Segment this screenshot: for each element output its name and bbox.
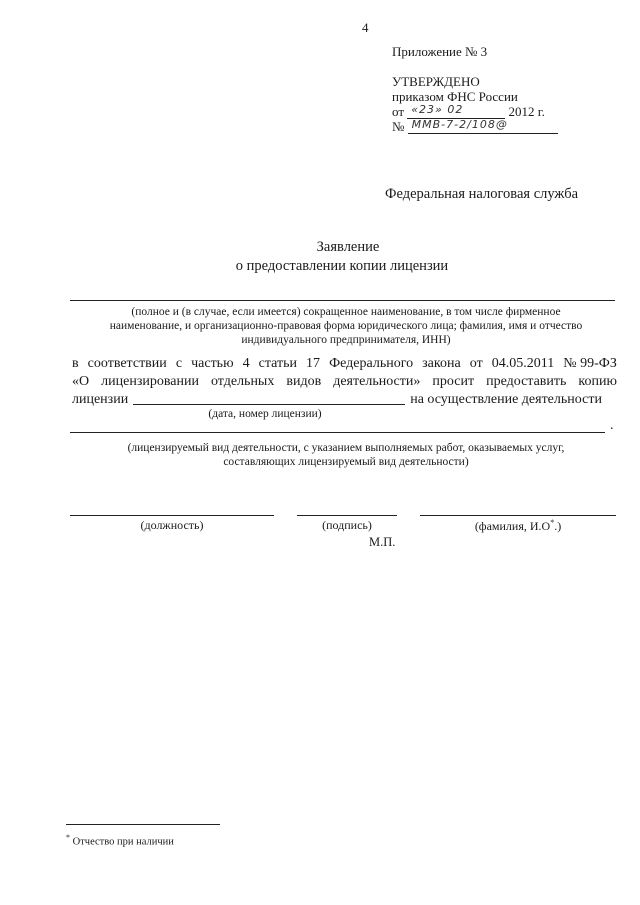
order-number-line xyxy=(392,119,558,134)
footnote-reference: * xyxy=(550,518,555,527)
paragraph-word: лицензировании xyxy=(101,374,199,389)
paragraph-line-2 xyxy=(72,373,617,391)
appendix-label: Приложение № 3 xyxy=(392,44,488,59)
paragraph-word: предоставить xyxy=(486,374,567,389)
signature-caption: (подпись) xyxy=(322,518,372,532)
paragraph-word: 04.05.2011 xyxy=(491,356,555,371)
paragraph-word: 17 xyxy=(306,356,321,371)
paragraph-word: «О xyxy=(72,374,90,389)
approval-block xyxy=(392,44,558,134)
handwritten-date: «23» 02 xyxy=(411,103,464,116)
approved-label: УТВЕРЖДЕНО xyxy=(392,74,480,89)
number-field xyxy=(408,119,558,134)
activity-line-period: . xyxy=(610,418,614,433)
paragraph-word: от xyxy=(469,356,483,371)
license-number-field xyxy=(133,391,405,405)
stamp-place: М.П. xyxy=(369,535,396,549)
footnote-text: Отчество при наличии xyxy=(72,836,174,848)
footnote-separator xyxy=(66,824,220,825)
page-number: 4 xyxy=(362,20,369,35)
paragraph-line-3: лицензии на осуществление деятельности xyxy=(72,392,602,407)
date-prefix: от xyxy=(392,104,405,119)
paragraph-word: закона xyxy=(422,356,461,371)
paragraph-word: статьи xyxy=(258,356,297,371)
order-year: 2012 г. xyxy=(508,104,545,119)
paragraph-word: 4 xyxy=(242,356,250,371)
activity-caption: (лицензируемый вид деятельности, с указанием выполняемых работ, оказываемых услуг, составляющих лицензируемый вид деятельности) xyxy=(127,442,565,468)
paragraph-word: деятельности» xyxy=(333,374,421,389)
paragraph-word: просит xyxy=(432,374,475,389)
applicant-name-line xyxy=(70,300,615,301)
position-caption: (должность) xyxy=(140,518,204,532)
paragraph-word: отдельных xyxy=(210,374,275,389)
paragraph-word: в xyxy=(72,356,79,371)
document-title: Заявление xyxy=(316,239,380,255)
paragraph-word: Федерального xyxy=(329,356,414,371)
applicant-caption: (полное и (в случае, если имеется) сокращенное наименование, в том числе фирменное наименование, и организационно-правовая форма юридического лица; фамилия, имя и отчество индивидуального предпринимателя, ИНН) xyxy=(109,306,583,346)
agency-name: Федеральная налоговая служба xyxy=(385,186,579,202)
license-caption: (дата, номер лицензии) xyxy=(208,408,322,420)
handwritten-number: ММВ-7-2/108@ xyxy=(411,118,508,131)
signature-line xyxy=(297,515,397,516)
paragraph-word: соответствии xyxy=(87,356,167,371)
full-name-caption: (фамилия, И.О*.) xyxy=(474,518,562,533)
paragraph-line-1 xyxy=(72,355,617,373)
full-name-line xyxy=(420,515,616,516)
footnote xyxy=(66,833,174,848)
paragraph-word: с xyxy=(175,356,183,371)
footnote-mark: * xyxy=(66,833,70,842)
position-line xyxy=(70,515,274,516)
paragraph-word: частью xyxy=(191,356,234,371)
paragraph-word: № 99-ФЗ xyxy=(563,356,617,371)
paragraph-word: видов xyxy=(286,374,322,389)
activity-line xyxy=(70,432,605,433)
paragraph-word: копию xyxy=(578,374,617,389)
request-paragraph xyxy=(72,355,617,409)
order-label: приказом ФНС России xyxy=(392,89,518,104)
document-subtitle: о предоставлении копии лицензии xyxy=(235,258,449,274)
number-prefix: № xyxy=(392,119,405,134)
